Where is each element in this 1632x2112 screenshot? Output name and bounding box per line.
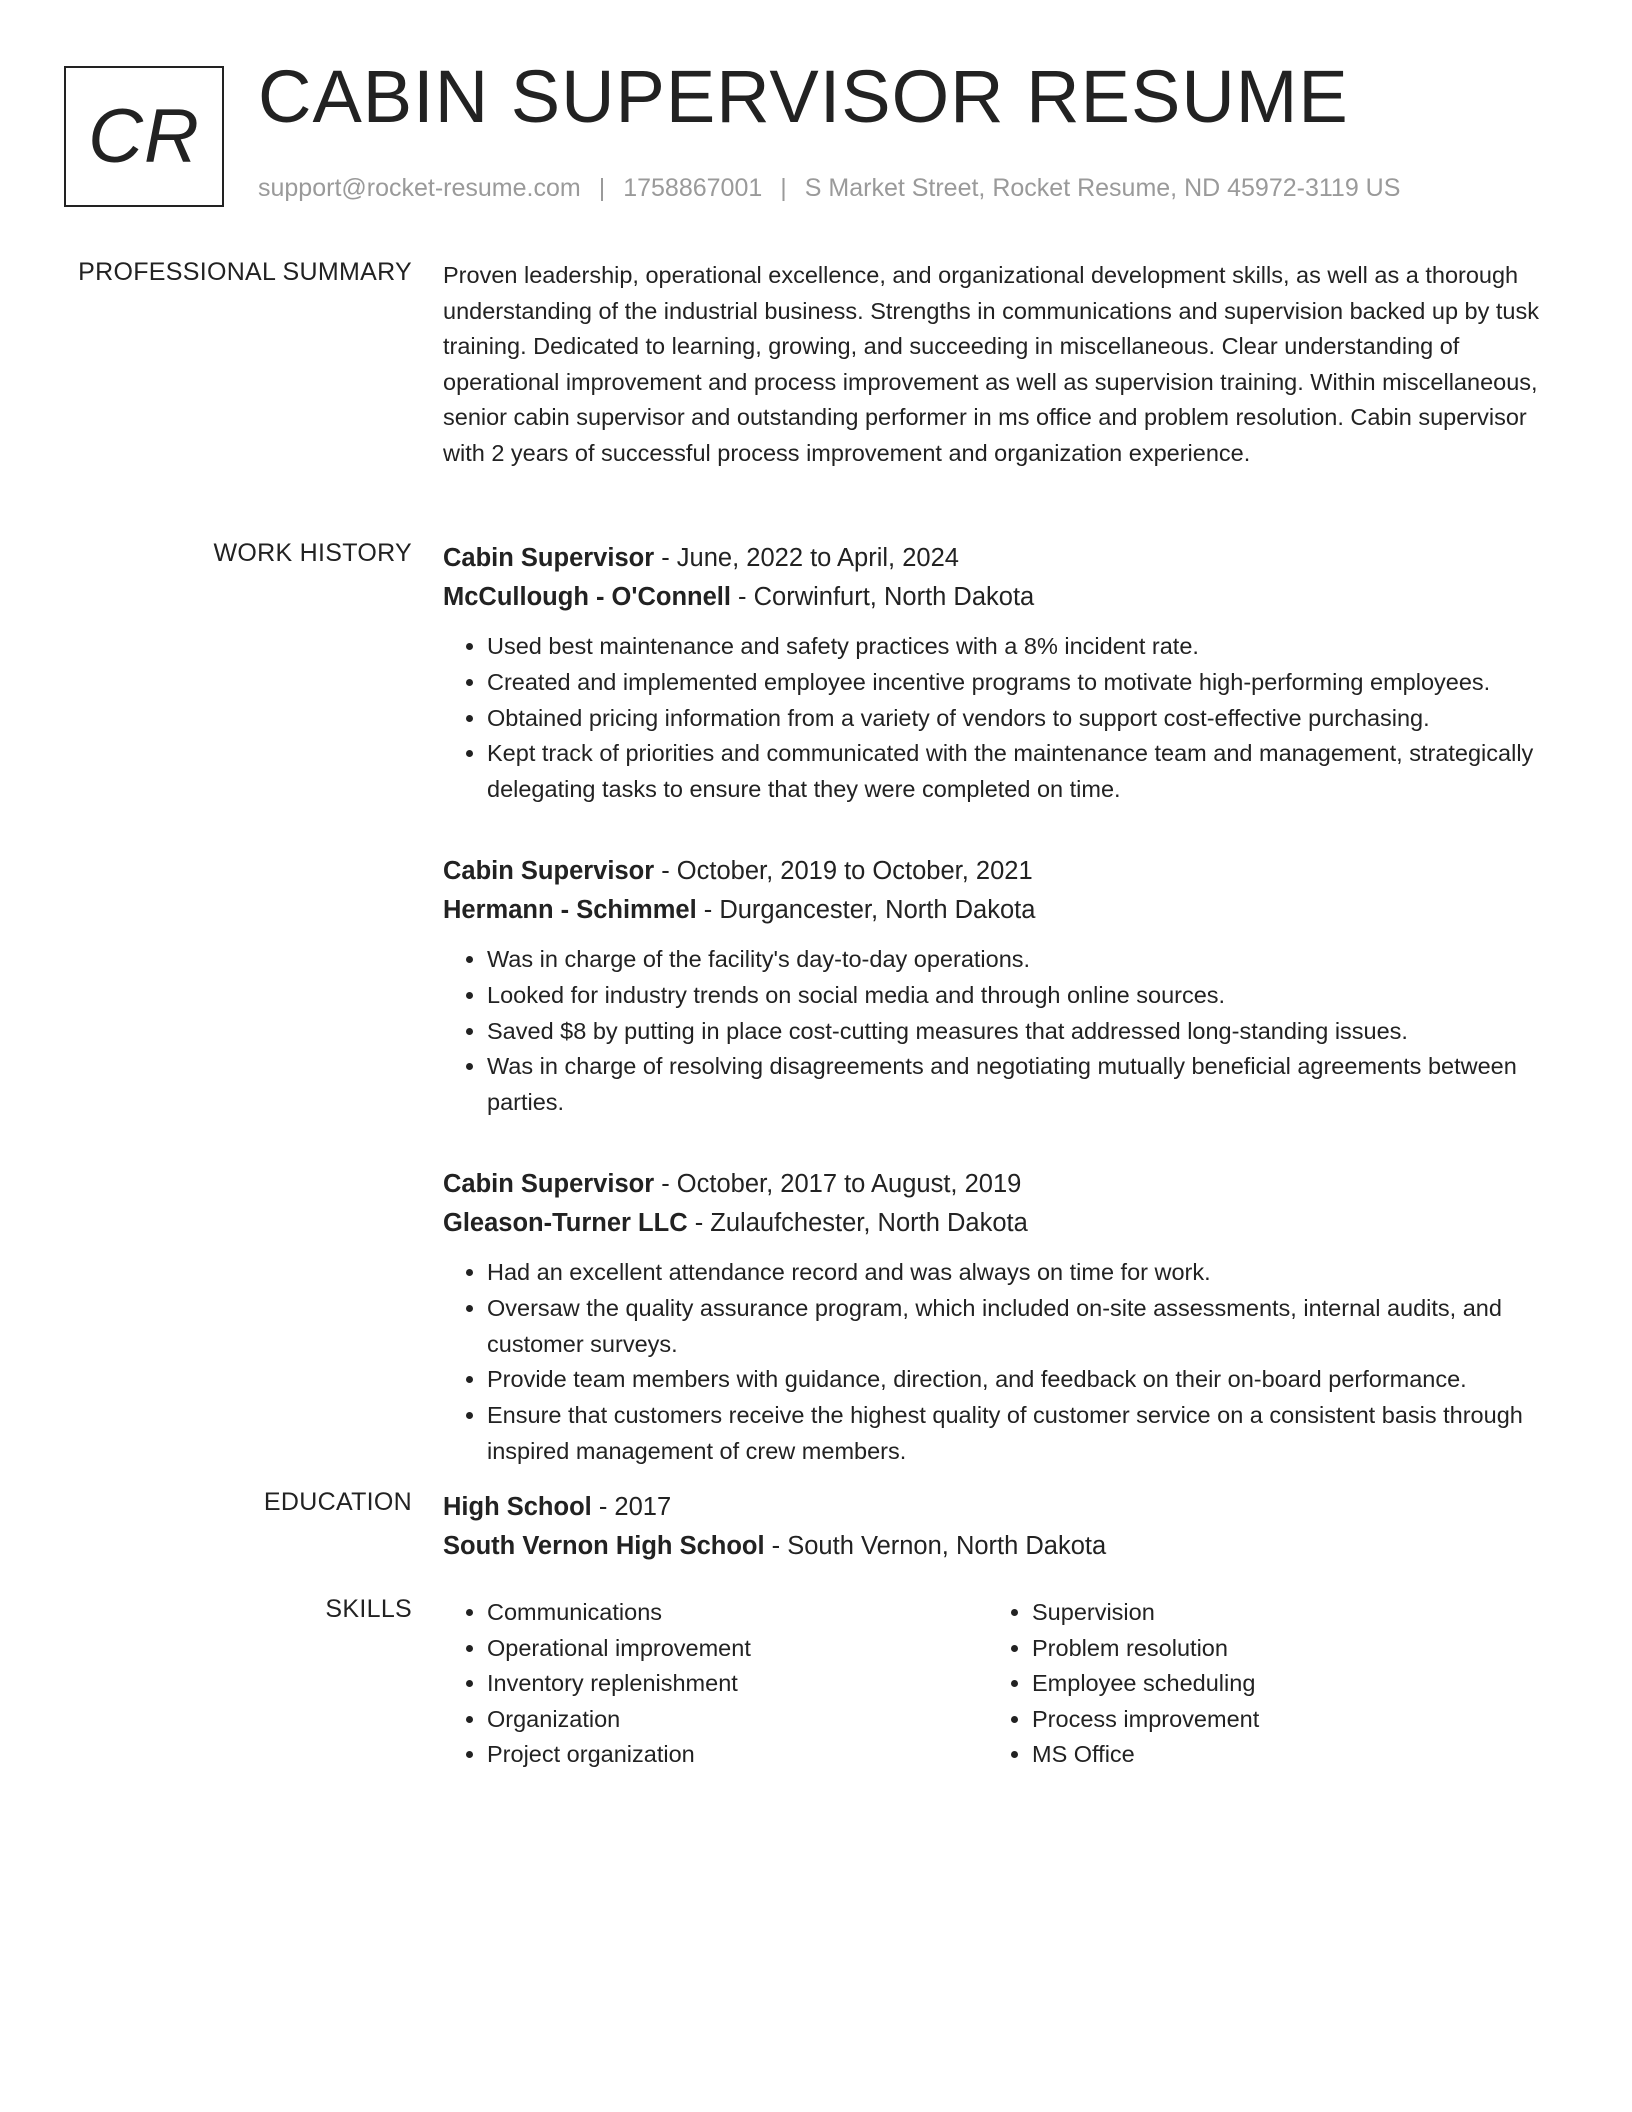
section-label-education: EDUCATION: [263, 1488, 412, 1516]
job-company: McCullough - O'Connell: [443, 583, 731, 611]
contact-separator: |: [598, 174, 606, 202]
list-item: • Ensure that customers receive the highest quality of customer service on a consistent basis through inspired management of crew members.: [487, 1398, 1553, 1470]
list-item: • Problem resolution: [1032, 1631, 1533, 1667]
list-item: • Had an excellent attendance record and was always on time for work.: [487, 1255, 1553, 1291]
job-title-line: [443, 852, 1553, 891]
list-item: • MS Office: [1032, 1737, 1533, 1773]
page-title: CABIN SUPERVISOR RESUME: [258, 55, 1349, 138]
list-item: • Was in charge of resolving disagreements and negotiating mutually beneficial agreements between parties.: [487, 1049, 1553, 1121]
work-history-body: [443, 539, 1553, 1514]
list-item: • Inventory replenishment: [487, 1666, 988, 1702]
list-item: • Supervision: [1032, 1595, 1533, 1631]
education-location: - South Vernon, North Dakota: [764, 1532, 1107, 1560]
job-location: - Corwinfurt, North Dakota: [730, 583, 1035, 611]
summary-text: Proven leadership, operational excellence, and organizational development skills, as well as a thorough understanding of the industrial business. Strengths in communications and supervision backed up by tusk training. Dedicated to learning, growing, and succeeding in miscellaneous. Clear understanding of operational improvement and process improvement as well as supervision training. Within miscellaneous, senior cabin supervisor and outstanding performer in ms office and problem resolution. Cabin supervisor with 2 years of successful process improvement and organization experience.: [443, 262, 1539, 466]
job-company: Hermann - Schimmel: [443, 895, 697, 924]
education-degree: High School: [443, 1493, 592, 1521]
contact-email: support@rocket-resume.com: [258, 174, 581, 202]
list-item: • Provide team members with guidance, direction, and feedback on their on-board performance.: [487, 1362, 1553, 1398]
job-dates: - October, 2019 to October, 2021: [654, 856, 1033, 885]
job-title: Cabin Supervisor: [443, 1169, 655, 1198]
skills-grid: [443, 1595, 1553, 1773]
section-label-skills: SKILLS: [325, 1595, 412, 1623]
skills-column-left: [443, 1595, 988, 1773]
job-dates: - October, 2017 to August, 2019: [654, 1169, 1022, 1198]
job-company: Gleason-Turner LLC: [443, 1208, 688, 1237]
list-item: • Oversaw the quality assurance program, which included on-site assessments, internal audits, and customer surveys.: [487, 1291, 1553, 1363]
contact-phone: 1758867001: [623, 174, 763, 202]
job-dates: - June, 2022 to April, 2024: [654, 544, 959, 572]
job-entry: [443, 852, 1553, 1121]
skills-list: [988, 1595, 1533, 1773]
education-school-line: [443, 1527, 1553, 1566]
list-item: • Created and implemented employee incentive programs to motivate high-performing employees.: [487, 665, 1553, 701]
job-company-line: [443, 578, 1553, 617]
list-item: • Saved $8 by putting in place cost-cutting measures that addressed long-standing issues.: [487, 1014, 1553, 1050]
job-company-line: [443, 1204, 1553, 1243]
education-body: [443, 1488, 1553, 1566]
list-item: • Communications: [487, 1595, 988, 1631]
contact-separator: |: [780, 174, 787, 202]
job-title-line: [443, 539, 1553, 578]
job-bullets: [443, 629, 1553, 808]
contact-line: [258, 174, 1400, 203]
list-item: • Used best maintenance and safety practices with a 8% incident rate.: [487, 629, 1553, 665]
job-entry: [443, 1165, 1553, 1470]
skills-list: [443, 1595, 988, 1773]
section-label-summary: PROFESSIONAL SUMMARY: [78, 258, 412, 286]
education-school: South Vernon High School: [443, 1532, 765, 1560]
skills-column-right: [988, 1595, 1533, 1773]
education-year: - 2017: [591, 1493, 672, 1521]
job-title: Cabin Supervisor: [443, 856, 655, 885]
list-item: • Looked for industry trends on social media and through online sources.: [487, 978, 1553, 1014]
list-item: • Was in charge of the facility's day-to-day operations.: [487, 942, 1553, 978]
list-item: • Obtained pricing information from a variety of vendors to support cost-effective purchasing.: [487, 701, 1553, 737]
monogram: CR: [64, 66, 224, 207]
job-location: - Zulaufchester, North Dakota: [687, 1208, 1028, 1237]
list-item: • Kept track of priorities and communicated with the maintenance team and management, strategically delegating tasks to ensure that they were completed on time.: [487, 736, 1553, 808]
contact-address: S Market Street, Rocket Resume, ND 45972-3119 US: [804, 174, 1401, 202]
list-item: • Operational improvement: [487, 1631, 988, 1667]
job-entry: [443, 539, 1553, 808]
section-label-work-history: WORK HISTORY: [213, 539, 412, 567]
job-bullets: [443, 1255, 1553, 1470]
job-location: - Durgancester, North Dakota: [696, 895, 1036, 924]
job-bullets: [443, 942, 1553, 1121]
skills-body: [443, 1595, 1553, 1773]
job-title-line: [443, 1165, 1553, 1204]
job-title: Cabin Supervisor: [443, 544, 655, 572]
job-company-line: [443, 891, 1553, 930]
list-item: • Project organization: [487, 1737, 988, 1773]
education-degree-line: [443, 1488, 1553, 1527]
list-item: • Organization: [487, 1702, 988, 1738]
list-item: • Employee scheduling: [1032, 1666, 1533, 1702]
list-item: • Process improvement: [1032, 1702, 1533, 1738]
